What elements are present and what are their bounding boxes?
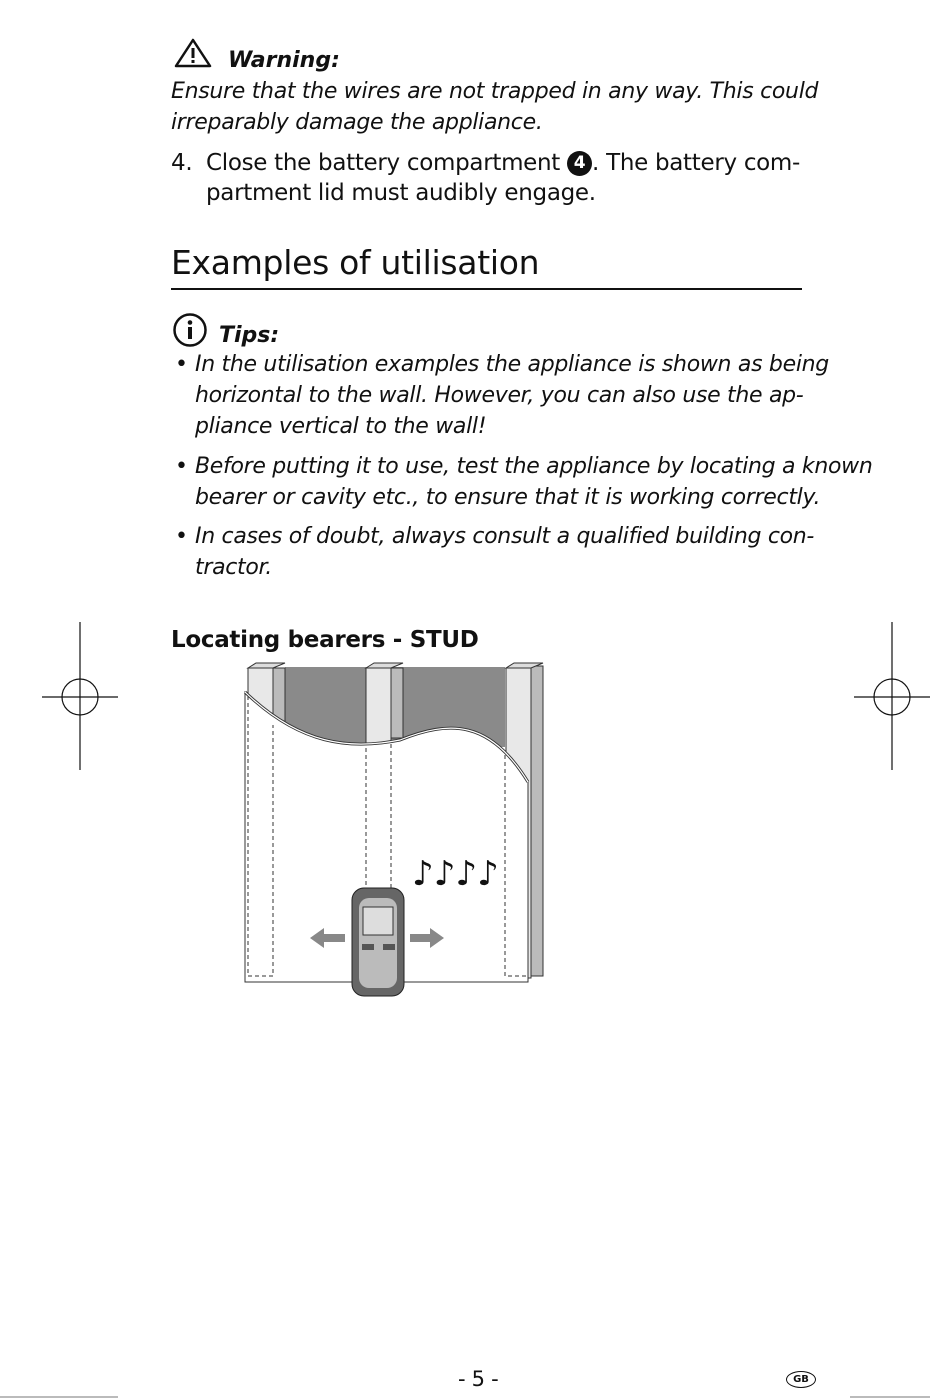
tip-line: pliance vertical to the wall!	[195, 414, 487, 439]
step-text-line: partment lid must audibly engage.	[206, 180, 596, 206]
step-text: Close the battery compartment	[206, 150, 561, 176]
bullet: •	[175, 352, 188, 377]
warning-title: Warning:	[228, 48, 340, 73]
step-text: . The battery com-	[592, 150, 801, 176]
warning-text-line: irreparably damage the appliance.	[171, 110, 543, 135]
bullet: •	[175, 454, 188, 479]
tip-line: Before putting it to use, test the appliance by locating a known	[195, 454, 873, 479]
page-number: - 5 -	[458, 1367, 499, 1391]
beep-notes-icon: ♪♪♪♪	[412, 854, 499, 894]
tip-line: horizontal to the wall. However, you can also use the ap-	[195, 383, 804, 408]
part-number-badge: 4	[567, 151, 592, 176]
tip-line: In cases of doubt, always consult a qualified building con-	[195, 524, 815, 549]
tip-line: bearer or cavity etc., to ensure that it is working correctly.	[195, 485, 821, 510]
subsection-title: Locating bearers - STUD	[171, 627, 479, 653]
tips-title: Tips:	[219, 323, 280, 348]
section-rule	[171, 288, 802, 290]
tip-line: tractor.	[195, 555, 272, 580]
section-title: Examples of utilisation	[171, 243, 540, 282]
country-badge: GB	[786, 1371, 816, 1388]
warning-triangle-icon	[174, 38, 212, 68]
tip-line: In the utilisation examples the appliance is shown as being	[195, 352, 829, 377]
warning-text-line: Ensure that the wires are not trapped in any way. This could	[171, 79, 819, 104]
step-text-line	[206, 150, 800, 176]
bullet: •	[175, 524, 188, 549]
stud-finder-illustration	[240, 660, 550, 1000]
step-number: 4.	[171, 150, 193, 176]
info-circle-icon	[172, 312, 208, 348]
